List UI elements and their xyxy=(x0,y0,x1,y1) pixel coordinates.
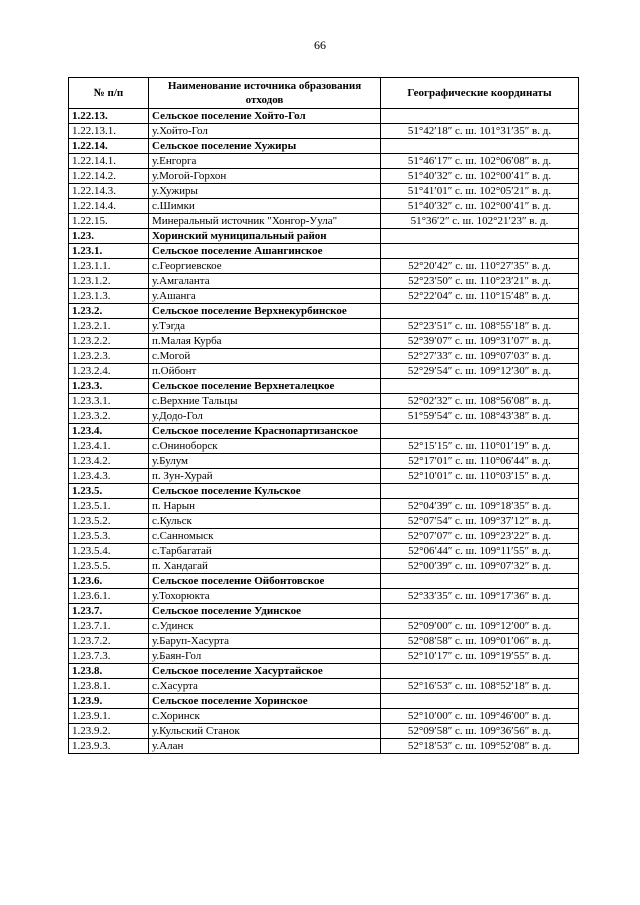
table-row xyxy=(69,679,579,694)
row-number-cell: 1.23.2.3. xyxy=(69,349,149,364)
coordinates-cell: 52°17′01″ с. ш. 110°06′44″ в. д. xyxy=(381,454,579,469)
coordinates-cell: 52°22′04″ с. ш. 110°15′48″ в. д. xyxy=(381,289,579,304)
source-name-cell: с.Хоринск xyxy=(149,709,381,724)
source-name-cell: у.Баруп-Хасурта xyxy=(149,634,381,649)
coordinates-cell xyxy=(381,604,579,619)
source-name-cell: у.Баян-Гол xyxy=(149,649,381,664)
row-number-cell: 1.23.5.3. xyxy=(69,529,149,544)
table-row xyxy=(69,424,579,439)
row-number-cell: 1.23. xyxy=(69,229,149,244)
page-number: 66 xyxy=(314,38,326,52)
coordinates-cell xyxy=(381,379,579,394)
row-number-cell: 1.23.9.3. xyxy=(69,739,149,754)
table-row xyxy=(69,229,579,244)
coordinates-cell: 52°23′50″ с. ш. 110°23′21″ в. д. xyxy=(381,274,579,289)
row-number-cell: 1.23.2. xyxy=(69,304,149,319)
table-row xyxy=(69,379,579,394)
row-number-cell: 1.22.14.1. xyxy=(69,154,149,169)
coordinates-cell xyxy=(381,664,579,679)
table-row xyxy=(69,544,579,559)
row-number-cell: 1.23.7.3. xyxy=(69,649,149,664)
coordinates-cell: 52°20′42″ с. ш. 110°27′35″ в. д. xyxy=(381,259,579,274)
source-name-cell: Сельское поселение Верхнекурбинское xyxy=(149,304,381,319)
header-coordinates: Географические координаты xyxy=(381,78,579,109)
source-name-cell: с.Удинск xyxy=(149,619,381,634)
table-row xyxy=(69,709,579,724)
row-number-cell: 1.23.4.1. xyxy=(69,439,149,454)
row-number-cell: 1.22.13.1. xyxy=(69,124,149,139)
table-row xyxy=(69,694,579,709)
row-number-cell: 1.23.3.2. xyxy=(69,409,149,424)
table-row xyxy=(69,574,579,589)
row-number-cell: 1.23.4.2. xyxy=(69,454,149,469)
table-row xyxy=(69,244,579,259)
table-row xyxy=(69,409,579,424)
coordinates-cell: 52°04′39″ с. ш. 109°18′35″ в. д. xyxy=(381,499,579,514)
table-row xyxy=(69,349,579,364)
source-name-cell: Сельское поселение Хоринское xyxy=(149,694,381,709)
source-name-cell: у.Алан xyxy=(149,739,381,754)
table-row xyxy=(69,739,579,754)
table-row xyxy=(69,319,579,334)
header-number: № п/п xyxy=(69,78,149,109)
table-row xyxy=(69,529,579,544)
source-name-cell: у.Додо-Гол xyxy=(149,409,381,424)
coordinates-cell: 52°15′15″ с. ш. 110°01′19″ в. д. xyxy=(381,439,579,454)
coordinates-cell: 52°33′35″ с. ш. 109°17′36″ в. д. xyxy=(381,589,579,604)
row-number-cell: 1.23.2.4. xyxy=(69,364,149,379)
coordinates-cell: 51°59′54″ с. ш. 108°43′38″ в. д. xyxy=(381,409,579,424)
source-name-cell: с.Тарбагатай xyxy=(149,544,381,559)
row-number-cell: 1.23.4. xyxy=(69,424,149,439)
coordinates-cell: 52°10′17″ с. ш. 109°19′55″ в. д. xyxy=(381,649,579,664)
table-row xyxy=(69,589,579,604)
table-row xyxy=(69,514,579,529)
source-name-cell: п.Ойбонт xyxy=(149,364,381,379)
source-name-cell: п. Зун-Хурай xyxy=(149,469,381,484)
source-name-cell: п. Нарын xyxy=(149,499,381,514)
coordinates-cell: 52°07′07″ с. ш. 109°23′22″ в. д. xyxy=(381,529,579,544)
row-number-cell: 1.23.9. xyxy=(69,694,149,709)
row-number-cell: 1.23.9.2. xyxy=(69,724,149,739)
row-number-cell: 1.23.5.5. xyxy=(69,559,149,574)
coordinates-cell: 52°10′00″ с. ш. 109°46′00″ в. д. xyxy=(381,709,579,724)
table-row xyxy=(69,469,579,484)
table-row xyxy=(69,109,579,124)
table-body xyxy=(69,109,579,754)
source-name-cell: Сельское поселение Кульское xyxy=(149,484,381,499)
row-number-cell: 1.23.1.3. xyxy=(69,289,149,304)
coordinates-cell: 52°08′58″ с. ш. 109°01′06″ в. д. xyxy=(381,634,579,649)
coordinates-cell: 51°42′18″ с. ш. 101°31′35″ в. д. xyxy=(381,124,579,139)
coordinates-cell xyxy=(381,244,579,259)
table-row xyxy=(69,394,579,409)
table-row xyxy=(69,304,579,319)
row-number-cell: 1.23.2.1. xyxy=(69,319,149,334)
table-row xyxy=(69,724,579,739)
source-name-cell: у.Тэгда xyxy=(149,319,381,334)
coordinates-cell: 52°00′39″ с. ш. 109°07′32″ в. д. xyxy=(381,559,579,574)
source-name-cell: п. Хандагай xyxy=(149,559,381,574)
source-name-cell: Сельское поселение Хужиры xyxy=(149,139,381,154)
source-name-cell: с.Ониноборск xyxy=(149,439,381,454)
row-number-cell: 1.23.5. xyxy=(69,484,149,499)
row-number-cell: 1.23.2.2. xyxy=(69,334,149,349)
row-number-cell: 1.22.15. xyxy=(69,214,149,229)
source-name-cell: с.Санномыск xyxy=(149,529,381,544)
row-number-cell: 1.23.9.1. xyxy=(69,709,149,724)
coordinates-cell: 51°36′2″ с. ш. 102°21′23″ в. д. xyxy=(381,214,579,229)
source-name-cell: Минеральный источник "Хонгор-Уула" xyxy=(149,214,381,229)
table-row xyxy=(69,364,579,379)
row-number-cell: 1.23.7.2. xyxy=(69,634,149,649)
waste-sources-table xyxy=(68,77,579,754)
table-row xyxy=(69,199,579,214)
table-row xyxy=(69,484,579,499)
row-number-cell: 1.23.3.1. xyxy=(69,394,149,409)
table-header-row xyxy=(69,78,579,109)
table-row xyxy=(69,559,579,574)
source-name-cell: с.Кульск xyxy=(149,514,381,529)
table-row xyxy=(69,454,579,469)
row-number-cell: 1.22.13. xyxy=(69,109,149,124)
row-number-cell: 1.23.5.4. xyxy=(69,544,149,559)
table-row xyxy=(69,154,579,169)
source-name-cell: с.Шимки xyxy=(149,199,381,214)
coordinates-cell: 52°18′53″ с. ш. 109°52′08″ в. д. xyxy=(381,739,579,754)
row-number-cell: 1.22.14.2. xyxy=(69,169,149,184)
source-name-cell: с.Верхние Тальцы xyxy=(149,394,381,409)
source-name-cell: у.Булум xyxy=(149,454,381,469)
coordinates-cell xyxy=(381,484,579,499)
source-name-cell: п.Малая Курба xyxy=(149,334,381,349)
source-name-cell: с.Хасурта xyxy=(149,679,381,694)
coordinates-cell: 51°40′32″ с. ш. 102°00′41″ в. д. xyxy=(381,199,579,214)
row-number-cell: 1.23.1.2. xyxy=(69,274,149,289)
row-number-cell: 1.23.7.1. xyxy=(69,619,149,634)
table-row xyxy=(69,184,579,199)
row-number-cell: 1.22.14. xyxy=(69,139,149,154)
table-row xyxy=(69,619,579,634)
coordinates-cell xyxy=(381,694,579,709)
source-name-cell: Сельское поселение Ашангинское xyxy=(149,244,381,259)
source-name-cell: Сельское поселение Хойто-Гол xyxy=(149,109,381,124)
table-row xyxy=(69,634,579,649)
table-row xyxy=(69,664,579,679)
source-name-cell: Хоринский муниципальный район xyxy=(149,229,381,244)
table-row xyxy=(69,499,579,514)
header-source-name: Наименование источника образования отходов xyxy=(149,78,381,109)
coordinates-cell xyxy=(381,109,579,124)
row-number-cell: 1.23.8.1. xyxy=(69,679,149,694)
row-number-cell: 1.23.1. xyxy=(69,244,149,259)
row-number-cell: 1.23.5.2. xyxy=(69,514,149,529)
source-name-cell: Сельское поселение Хасуртайское xyxy=(149,664,381,679)
row-number-cell: 1.23.4.3. xyxy=(69,469,149,484)
row-number-cell: 1.22.14.4. xyxy=(69,199,149,214)
table-row xyxy=(69,649,579,664)
coordinates-cell: 52°27′33″ с. ш. 109°07′03″ в. д. xyxy=(381,349,579,364)
row-number-cell: 1.23.6. xyxy=(69,574,149,589)
source-name-cell: Сельское поселение Удинское xyxy=(149,604,381,619)
source-name-cell: у.Ашанга xyxy=(149,289,381,304)
coordinates-cell xyxy=(381,424,579,439)
row-number-cell: 1.23.1.1. xyxy=(69,259,149,274)
source-name-cell: у.Хужиры xyxy=(149,184,381,199)
coordinates-cell: 52°09′00″ с. ш. 109°12′00″ в. д. xyxy=(381,619,579,634)
coordinates-cell xyxy=(381,139,579,154)
source-name-cell: Сельское поселение Верхнеталецкое xyxy=(149,379,381,394)
coordinates-cell xyxy=(381,574,579,589)
row-number-cell: 1.23.5.1. xyxy=(69,499,149,514)
row-number-cell: 1.23.7. xyxy=(69,604,149,619)
row-number-cell: 1.23.8. xyxy=(69,664,149,679)
coordinates-cell: 52°06′44″ с. ш. 109°11′55″ в. д. xyxy=(381,544,579,559)
row-number-cell: 1.22.14.3. xyxy=(69,184,149,199)
source-name-cell: с.Могой xyxy=(149,349,381,364)
coordinates-cell: 52°29′54″ с. ш. 109°12′30″ в. д. xyxy=(381,364,579,379)
coordinates-cell: 52°16′53″ с. ш. 108°52′18″ в. д. xyxy=(381,679,579,694)
coordinates-cell: 51°40′32″ с. ш. 102°00′41″ в. д. xyxy=(381,169,579,184)
coordinates-cell: 52°02′32″ с. ш. 108°56′08″ в. д. xyxy=(381,394,579,409)
source-name-cell: у.Тохорюкта xyxy=(149,589,381,604)
table-row xyxy=(69,214,579,229)
coordinates-cell: 52°09′58″ с. ш. 109°36′56″ в. д. xyxy=(381,724,579,739)
table-row xyxy=(69,274,579,289)
table-row xyxy=(69,259,579,274)
coordinates-cell: 52°10′01″ с. ш. 110°03′15″ в. д. xyxy=(381,469,579,484)
row-number-cell: 1.23.6.1. xyxy=(69,589,149,604)
table-row xyxy=(69,289,579,304)
source-name-cell: у.Могой-Горхон xyxy=(149,169,381,184)
coordinates-cell: 52°39′07″ с. ш. 109°31′07″ в. д. xyxy=(381,334,579,349)
source-name-cell: Сельское поселение Краснопартизанское xyxy=(149,424,381,439)
coordinates-cell xyxy=(381,229,579,244)
source-name-cell: у.Енгорга xyxy=(149,154,381,169)
table-row xyxy=(69,139,579,154)
coordinates-cell: 52°23′51″ с. ш. 108°55′18″ в. д. xyxy=(381,319,579,334)
row-number-cell: 1.23.3. xyxy=(69,379,149,394)
coordinates-cell: 52°07′54″ с. ш. 109°37′12″ в. д. xyxy=(381,514,579,529)
table-row xyxy=(69,604,579,619)
table-row xyxy=(69,334,579,349)
source-name-cell: у.Хойто-Гол xyxy=(149,124,381,139)
coordinates-cell xyxy=(381,304,579,319)
source-name-cell: Сельское поселение Ойбонтовское xyxy=(149,574,381,589)
table-row xyxy=(69,124,579,139)
table-row xyxy=(69,169,579,184)
source-name-cell: с.Георгиевское xyxy=(149,259,381,274)
table-row xyxy=(69,439,579,454)
coordinates-cell: 51°46′17″ с. ш. 102°06′08″ в. д. xyxy=(381,154,579,169)
source-name-cell: у.Амгаланта xyxy=(149,274,381,289)
source-name-cell: у.Кульский Станок xyxy=(149,724,381,739)
coordinates-cell: 51°41′01″ с. ш. 102°05′21″ в. д. xyxy=(381,184,579,199)
